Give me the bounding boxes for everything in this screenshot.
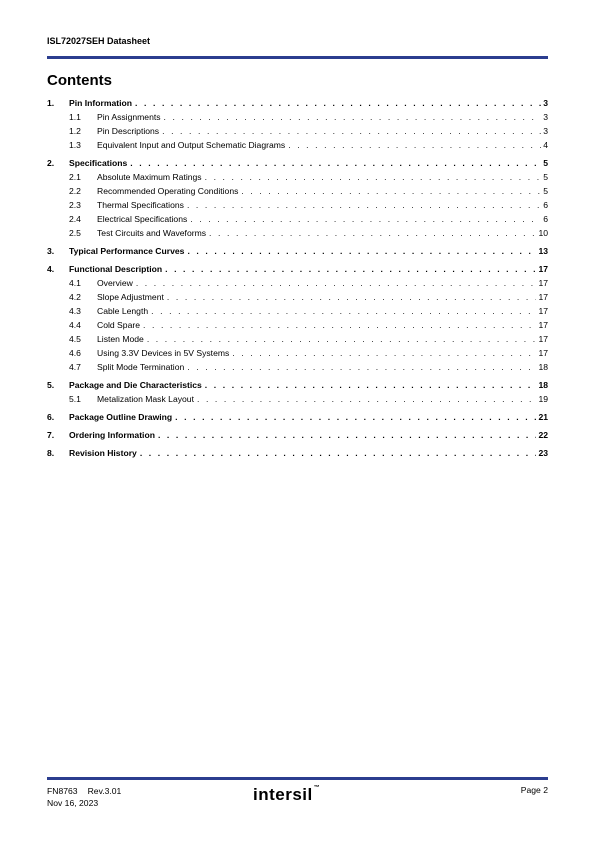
toc-subsection-link[interactable] bbox=[47, 140, 548, 154]
toc-leader-dots bbox=[232, 348, 536, 358]
toc-number: 4.2 bbox=[69, 292, 81, 302]
toc-number: 2.5 bbox=[69, 228, 81, 238]
toc-page-number: 5 bbox=[543, 186, 548, 196]
toc-leader-dots bbox=[187, 246, 536, 256]
toc-title: Absolute Maximum Ratings bbox=[97, 172, 202, 182]
toc-number: 2.3 bbox=[69, 200, 81, 210]
toc-page-number: 17 bbox=[538, 320, 548, 330]
toc-title: Cable Length bbox=[97, 306, 149, 316]
toc-number: 5. bbox=[47, 380, 55, 390]
toc-section-link[interactable] bbox=[47, 158, 548, 172]
toc-leader-dots bbox=[140, 448, 537, 458]
toc-number: 1.1 bbox=[69, 112, 81, 122]
toc-subsection-link[interactable] bbox=[47, 172, 548, 186]
toc-leader-dots bbox=[241, 186, 541, 196]
toc-section-link[interactable] bbox=[47, 448, 548, 462]
toc-subsection-link[interactable] bbox=[47, 186, 548, 200]
toc-leader-dots bbox=[205, 380, 537, 390]
toc-subsection-link[interactable] bbox=[47, 320, 548, 334]
toc-leader-dots bbox=[165, 264, 536, 274]
toc-page-number: 17 bbox=[538, 292, 548, 302]
toc-leader-dots bbox=[143, 320, 536, 330]
toc-leader-dots bbox=[162, 126, 541, 136]
toc-leader-dots bbox=[205, 172, 542, 182]
toc-subsection-link[interactable] bbox=[47, 228, 548, 242]
toc-number: 4.3 bbox=[69, 306, 81, 316]
toc-title: Typical Performance Curves bbox=[69, 246, 185, 256]
toc-page-number: 23 bbox=[538, 448, 548, 458]
toc-leader-dots bbox=[209, 228, 536, 238]
toc-page-number: 4 bbox=[543, 140, 548, 150]
contents-heading: Contents bbox=[47, 72, 112, 89]
document-header-title: ISL72027SEH Datasheet bbox=[47, 36, 151, 46]
page-number: Page 2 bbox=[520, 785, 548, 795]
toc-page-number: 17 bbox=[538, 334, 548, 344]
toc-title: Overview bbox=[97, 278, 133, 288]
toc-title: Test Circuits and Waveforms bbox=[97, 228, 207, 238]
toc-subsection-link[interactable] bbox=[47, 214, 548, 228]
doc-date: Nov 16, 2023 bbox=[47, 798, 99, 808]
toc-subsection-link[interactable] bbox=[47, 112, 548, 126]
toc-leader-dots bbox=[187, 200, 541, 210]
toc-leader-dots bbox=[187, 362, 536, 372]
toc-section-link[interactable] bbox=[47, 380, 548, 394]
toc-title: Recommended Operating Conditions bbox=[97, 186, 239, 196]
toc-number: 2. bbox=[47, 158, 55, 168]
toc-title: Pin Descriptions bbox=[97, 126, 160, 136]
toc-subsection-link[interactable] bbox=[47, 306, 548, 320]
toc-leader-dots bbox=[197, 394, 536, 404]
toc-page-number: 6 bbox=[543, 200, 548, 210]
toc-page-number: 10 bbox=[538, 228, 548, 238]
toc-number: 8. bbox=[47, 448, 55, 458]
toc-subsection-link[interactable] bbox=[47, 334, 548, 348]
toc-number: 5.1 bbox=[69, 394, 81, 404]
toc-leader-dots bbox=[175, 412, 536, 422]
toc-leader-dots bbox=[190, 214, 541, 224]
toc-number: 4.7 bbox=[69, 362, 81, 372]
toc-title: Ordering Information bbox=[69, 430, 155, 440]
footer-doc-info bbox=[47, 785, 121, 809]
toc-title: Functional Description bbox=[69, 264, 163, 274]
toc-section-link[interactable] bbox=[47, 430, 548, 444]
toc-title: Revision History bbox=[69, 448, 137, 458]
toc-leader-dots bbox=[164, 112, 542, 122]
toc-leader-dots bbox=[151, 306, 536, 316]
toc-subsection-link[interactable] bbox=[47, 362, 548, 376]
toc-title: Package and Die Characteristics bbox=[69, 380, 202, 390]
toc-subsection-link[interactable] bbox=[47, 278, 548, 292]
toc-leader-dots bbox=[136, 278, 537, 288]
toc-page-number: 17 bbox=[538, 348, 548, 358]
toc-title: Package Outline Drawing bbox=[69, 412, 173, 422]
toc-number: 4.6 bbox=[69, 348, 81, 358]
toc-page-number: 5 bbox=[543, 172, 548, 182]
toc-subsection-link[interactable] bbox=[47, 126, 548, 140]
toc-section-link[interactable] bbox=[47, 264, 548, 278]
toc-section-link[interactable] bbox=[47, 98, 548, 112]
toc-number: 3. bbox=[47, 246, 55, 256]
toc-title: Electrical Specifications bbox=[97, 214, 188, 224]
toc-page-number: 22 bbox=[538, 430, 548, 440]
intersil-logo bbox=[253, 785, 320, 805]
toc-section-link[interactable] bbox=[47, 412, 548, 426]
toc-title: Listen Mode bbox=[97, 334, 144, 344]
toc-page-number: 13 bbox=[538, 246, 548, 256]
toc-leader-dots bbox=[130, 158, 541, 168]
toc-title: Metalization Mask Layout bbox=[97, 394, 194, 404]
header-rule bbox=[47, 56, 548, 59]
toc-leader-dots bbox=[147, 334, 537, 344]
toc-page-number: 5 bbox=[543, 158, 548, 168]
toc-title: Equivalent Input and Output Schematic Diagrams bbox=[97, 140, 286, 150]
toc-title: Slope Adjustment bbox=[97, 292, 164, 302]
toc-subsection-link[interactable] bbox=[47, 394, 548, 408]
toc-title: Using 3.3V Devices in 5V Systems bbox=[97, 348, 230, 358]
toc-title: Split Mode Termination bbox=[97, 362, 185, 372]
toc-title: Cold Spare bbox=[97, 320, 140, 330]
toc-page-number: 3 bbox=[543, 98, 548, 108]
toc-page-number: 19 bbox=[538, 394, 548, 404]
toc-number: 7. bbox=[47, 430, 55, 440]
toc-number: 4.1 bbox=[69, 278, 81, 288]
toc-subsection-link[interactable] bbox=[47, 200, 548, 214]
table-of-contents bbox=[47, 98, 548, 462]
toc-page-number: 18 bbox=[538, 380, 548, 390]
toc-number: 2.1 bbox=[69, 172, 81, 182]
toc-leader-dots bbox=[167, 292, 537, 302]
toc-number: 4.5 bbox=[69, 334, 81, 344]
toc-number: 2.2 bbox=[69, 186, 81, 196]
toc-leader-dots bbox=[288, 140, 541, 150]
toc-leader-dots bbox=[135, 98, 541, 108]
doc-revision: Rev.3.01 bbox=[87, 786, 122, 796]
trademark-mark: ™ bbox=[313, 785, 321, 791]
doc-number: FN8763 bbox=[47, 786, 78, 796]
toc-number: 4. bbox=[47, 264, 55, 274]
toc-number: 6. bbox=[47, 412, 55, 422]
toc-page-number: 3 bbox=[543, 126, 548, 136]
toc-page-number: 6 bbox=[543, 214, 548, 224]
toc-title: Pin Assignments bbox=[97, 112, 161, 122]
toc-title: Thermal Specifications bbox=[97, 200, 184, 210]
toc-title: Pin Information bbox=[69, 98, 133, 108]
toc-page-number: 17 bbox=[538, 278, 548, 288]
toc-number: 1. bbox=[47, 98, 55, 108]
toc-page-number: 21 bbox=[538, 412, 548, 422]
toc-subsection-link[interactable] bbox=[47, 292, 548, 306]
toc-number: 1.2 bbox=[69, 126, 81, 136]
toc-leader-dots bbox=[158, 430, 537, 440]
logo-text: intersil bbox=[253, 785, 313, 804]
toc-number: 4.4 bbox=[69, 320, 81, 330]
toc-number: 1.3 bbox=[69, 140, 81, 150]
toc-section-link[interactable] bbox=[47, 246, 548, 260]
toc-number: 2.4 bbox=[69, 214, 81, 224]
toc-page-number: 3 bbox=[543, 112, 548, 122]
toc-page-number: 18 bbox=[538, 362, 548, 372]
toc-page-number: 17 bbox=[538, 264, 548, 274]
toc-subsection-link[interactable] bbox=[47, 348, 548, 362]
toc-page-number: 17 bbox=[538, 306, 548, 316]
footer-rule bbox=[47, 777, 548, 780]
toc-title: Specifications bbox=[69, 158, 128, 168]
